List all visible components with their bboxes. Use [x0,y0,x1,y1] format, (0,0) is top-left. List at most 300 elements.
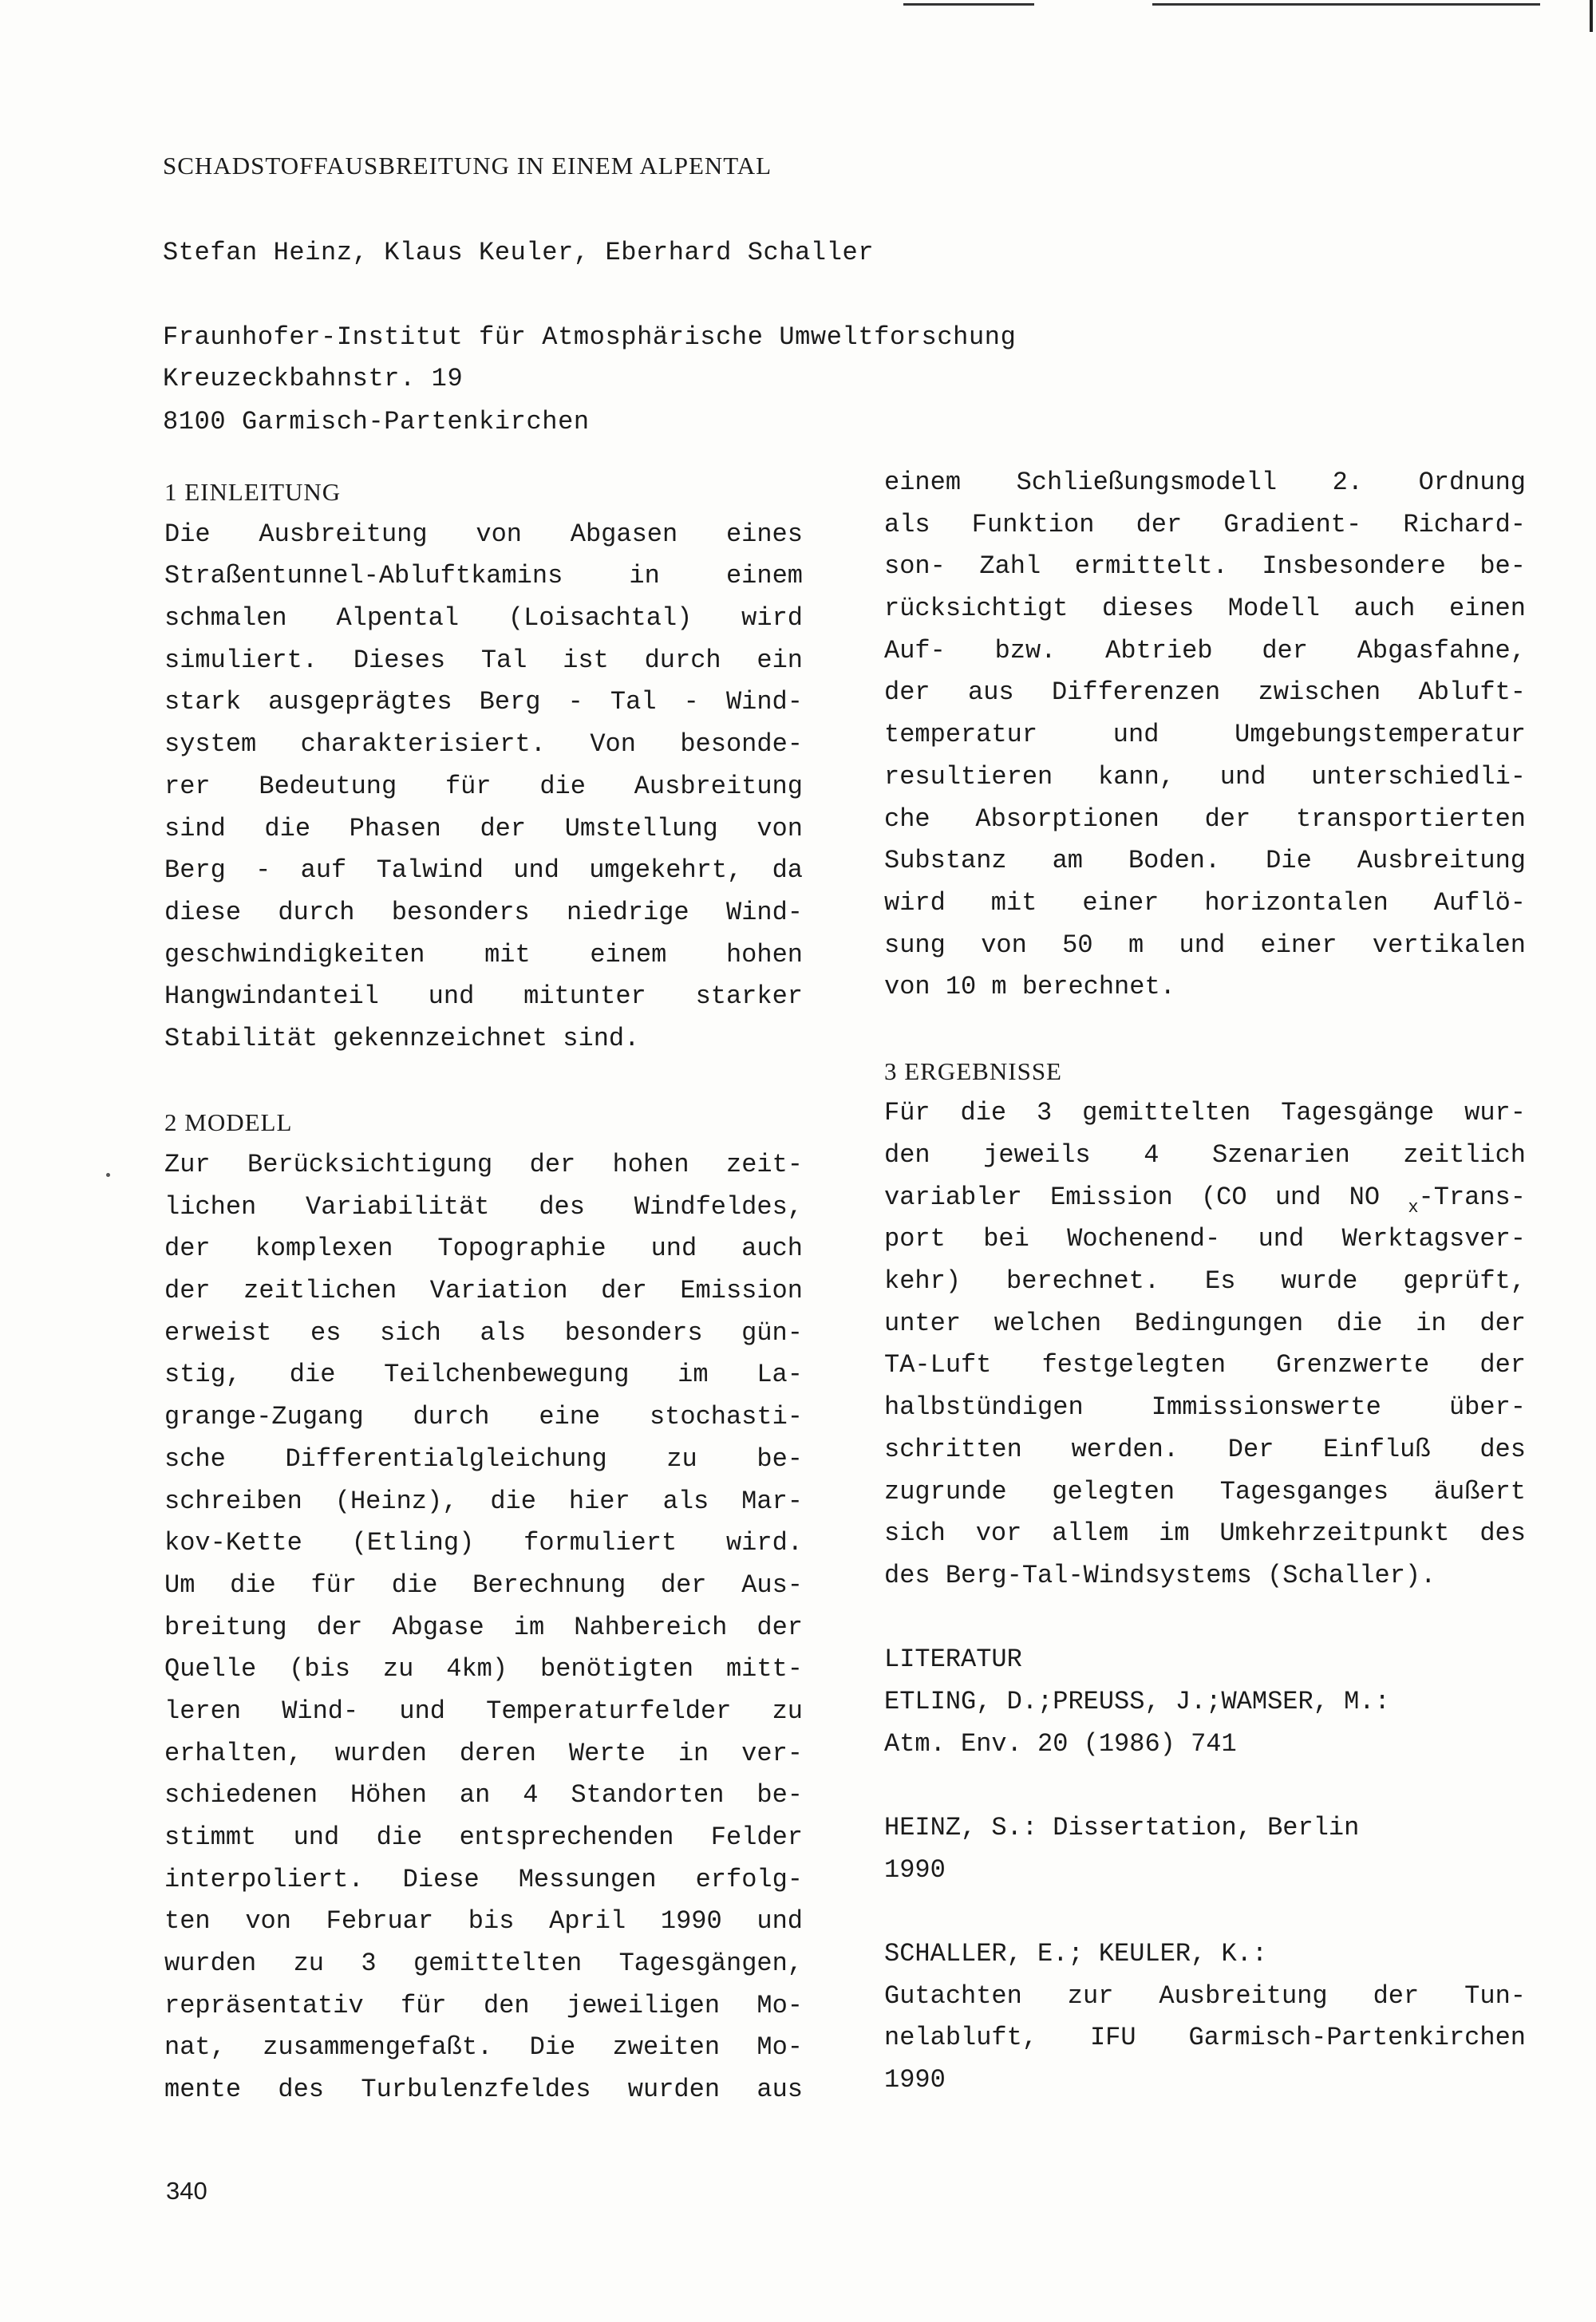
text-line [884,840,1526,883]
ergebnisse-line [884,1135,1526,1177]
word: und [1112,720,1159,750]
word: nelabluft, [884,2023,1038,2053]
word: diese [164,897,242,927]
word: der [164,1234,211,1264]
word: die [539,771,586,801]
section-heading-modell: 2 MODELL [164,1108,293,1137]
word: Messungen [518,1864,657,1894]
word: zur [1067,1980,1114,2011]
word: der [1262,635,1308,665]
word: - [255,855,271,886]
word: von [476,519,522,549]
top-rule-left [903,3,1034,6]
text-line [164,2027,803,2069]
word: der [660,1570,707,1600]
subscript-x: x [1408,1197,1419,1218]
word: Nahbereich [574,1612,728,1642]
text-line [164,598,803,640]
word: entsprechenden [459,1822,674,1852]
word: vertikalen [1372,930,1526,960]
word: repräsentativ [164,1990,364,2020]
affiliation-street: Kreuzeckbahnstr. 19 [163,364,464,393]
word: be- [1479,551,1526,582]
word: Garmisch-Partenkirchen [1188,2023,1526,2053]
word: Wochenend- [1067,1224,1221,1254]
text-line [884,925,1526,967]
word: zu [293,1949,324,1979]
word: festgelegten [1041,1350,1227,1380]
word: und [293,1822,340,1852]
text-line [884,1261,1526,1303]
word: erweist [164,1317,272,1348]
text-line: Stabilität gekennzeichnet sind. [164,1023,640,1053]
word: bei [983,1224,1029,1254]
word: Emission [680,1276,803,1306]
word: und [1258,1224,1305,1254]
word: schmalen [164,603,287,634]
word: Tagesganges [1219,1476,1389,1507]
text-line [884,714,1526,756]
word: Höhen [350,1780,427,1811]
word: Einfluß [1323,1434,1431,1464]
top-rule-right [1152,3,1540,6]
word: von [981,930,1027,960]
word: des [278,2075,324,2105]
word: der [601,1276,647,1306]
word: erhalten, [164,1738,302,1768]
right-column [884,462,1526,2102]
word: sich [884,1518,946,1549]
word: Funktion [971,509,1095,539]
word: äußert [1433,1476,1526,1507]
ergebnisse-line [884,1092,1526,1135]
word: ver- [741,1738,803,1768]
modell-body [164,1144,803,2111]
word: einen [1448,594,1526,624]
word: über- [1448,1392,1526,1423]
word: wird [884,887,946,918]
word: resultieren [884,761,1053,792]
word: hohen [612,1150,689,1179]
word: wird. [725,1528,803,1558]
word: gemittelten [1082,1098,1251,1128]
word: komplexen [255,1234,393,1264]
text-line [884,672,1526,714]
word: Mo- [757,2032,803,2063]
ergebnisse-body [884,1218,1526,1597]
word: interpoliert. [164,1864,364,1894]
word: variabler [884,1182,1022,1212]
word: und [1274,1182,1321,1212]
word: rer [164,771,211,801]
word: Substanz [884,846,1007,876]
word: bzw. [994,635,1057,665]
word: einem [590,939,667,969]
word: die [264,813,311,843]
text-line [164,1354,803,1396]
text-line [884,630,1526,673]
word: ausgeprägtes [268,687,452,717]
text-line [164,1522,803,1565]
word: breitung [164,1612,287,1642]
word: einem [725,561,803,591]
word: für [401,1990,447,2020]
word: Grenzwerte [1276,1350,1430,1380]
word: an [459,1780,491,1811]
word: dieses [1102,594,1195,624]
word: horizontalen [1204,887,1389,918]
text-line [164,850,803,892]
word: (Loisachtal) [508,603,693,634]
text-line [164,976,803,1018]
word: La- [757,1360,803,1390]
word: gün- [741,1317,803,1348]
word: Von [590,729,636,760]
word: die [289,1360,336,1390]
word: Tal [480,645,527,675]
text-line [164,1313,803,1355]
word: besonders [391,897,530,927]
word: (bis [289,1654,350,1684]
word: hohen [725,939,803,969]
word: im [678,1360,709,1390]
word: Die [1266,846,1312,876]
word: Wind- [725,687,803,717]
reference-etling-source: Atm. Env. 20 (1986) 741 [884,1728,1237,1759]
word: zwischen [1258,677,1381,708]
word: Mo- [757,1990,803,2020]
text-line [164,1439,803,1481]
word: der [884,677,930,708]
word: Berg [479,687,541,717]
word: durch [278,897,355,927]
word: Windfeldes, [634,1191,803,1222]
word: in [1416,1308,1447,1338]
word: Ausbreitung [634,771,803,801]
word: Straßentunnel-Abluftkamins [164,561,563,591]
word: Auflö- [1433,887,1526,918]
word: benötigten [540,1654,694,1684]
reference-schaller-authors: SCHALLER, E.; KEULER, K.: [884,1939,1268,1969]
word: lichen [164,1191,257,1222]
word: und [650,1234,697,1264]
text-line [164,766,803,808]
word: simuliert. [164,645,318,675]
text-line [164,1985,803,2028]
text-line [164,1733,803,1775]
word: allem [1052,1518,1129,1549]
text-line [884,462,1526,504]
word: Wind- [725,897,803,927]
word: des [1479,1434,1526,1464]
word: sche [164,1443,226,1474]
page-number: 340 [166,2177,207,2205]
word: Für [884,1098,930,1128]
word: besonders [564,1317,703,1348]
word: Mar- [741,1486,803,1516]
word: als [480,1317,527,1348]
word: auch [1353,594,1416,624]
word: den [484,1990,530,2020]
word: des [1479,1518,1526,1549]
word: Diese [402,1864,480,1894]
nox-with-subscript: $_x$-Trans- [1408,1182,1526,1218]
reference-etling-authors: ETLING, D.;PREUSS, J.;WAMSER, M.: [884,1686,1390,1716]
word: Bedingungen [1134,1308,1304,1338]
word: sich [380,1317,441,1348]
reference-schaller-title-cont [884,2017,1526,2059]
text-line [884,546,1526,588]
word: Berücksichtigung [247,1150,493,1179]
word: Variation [429,1276,568,1306]
word: der [316,1612,363,1642]
word: Abluft- [1418,677,1526,708]
word: gelegten [1052,1476,1175,1507]
text-line [884,504,1526,547]
word: Abgase [392,1612,484,1642]
paper-title: SCHADSTOFFAUSBREITUNG IN EINEM ALPENTAL [163,152,772,180]
word: kann, [1098,761,1175,792]
text-line [164,1607,803,1649]
word: mit [990,887,1037,918]
word: Turbulenzfeldes [361,2075,591,2105]
word: - [683,687,699,717]
text-line [884,588,1526,630]
word: geschwindigkeiten [164,939,425,969]
word: niedrige [566,897,689,927]
word: gemittelten [413,1949,583,1979]
section-heading-einleitung: 1 EINLEITUNG [164,478,342,506]
word: und [399,1696,445,1726]
word: aus [757,2075,803,2105]
text-line: von 10 m berechnet. [884,972,1175,1002]
word: Szenarien [1211,1140,1350,1170]
word: auf [300,855,347,886]
word: eine [539,1402,601,1432]
word: der [1204,804,1251,834]
word: und [757,1906,803,1937]
text-line [164,1817,803,1859]
text-line [884,1513,1526,1555]
scan-speck [106,1173,110,1177]
reference-schaller-year: 1990 [884,2065,946,2095]
word: stig, [164,1360,242,1390]
text-line [164,1187,803,1229]
word: Gutachten [884,1980,1022,2011]
word: durch [644,645,721,675]
scan-edge-mark [1590,0,1593,32]
word: einem [884,468,962,497]
left-column [164,472,803,2111]
word: formuliert [523,1528,678,1558]
reference-heinz-year: 1990 [884,1854,946,1885]
word: IFU [1089,2023,1136,2053]
word: ten [164,1906,211,1937]
word: Berechnung [472,1570,626,1600]
word: unter [884,1308,962,1338]
word: che [884,804,930,834]
word: Um [164,1570,196,1600]
text-line [164,1943,803,1985]
word: Phasen [349,813,441,843]
word: (Heinz), [334,1486,458,1516]
word: m [1128,930,1144,960]
word: die [960,1098,1007,1128]
word: Umstellung [564,813,718,843]
word: sung [884,930,946,960]
word: und [513,855,559,886]
word: vor [975,1518,1022,1549]
text-line [164,681,803,724]
word: leren [164,1696,242,1726]
word: unterschiedli- [1311,761,1526,792]
text-line [884,1303,1526,1345]
text-line: des Berg-Tal-Windsystems (Schaller). [884,1560,1436,1590]
word: wird [741,603,803,634]
word: Tagesgängen, [618,1949,803,1979]
word: ermittelt. [1074,551,1228,582]
text-line [884,1218,1526,1261]
word: für [444,771,492,801]
word: (CO [1200,1182,1247,1212]
word: (Etling) [351,1528,475,1558]
reference-heinz-title: HEINZ, S.: Dissertation, Berlin [884,1813,1360,1842]
word: Die [164,519,211,549]
word: Zur [164,1150,211,1179]
word: Berg [164,855,226,886]
word: zu [772,1696,803,1726]
text-line [164,1270,803,1313]
word: wurden [627,2075,721,2105]
word: Bedeutung [259,771,397,801]
text-line [164,2069,803,2111]
word: 1990 [660,1906,722,1937]
word: wurde [1281,1266,1358,1297]
word: 50 [1062,930,1093,960]
word: April [549,1906,626,1937]
word: im [513,1612,545,1642]
word: Es [1204,1266,1236,1297]
word: der [1479,1308,1526,1338]
text-line [884,883,1526,925]
word: werden. [1071,1434,1179,1464]
word: transportierten [1295,804,1526,834]
word: Standorten [571,1780,725,1811]
word: schiedenen [164,1780,318,1811]
word: Differentialgleichung [285,1443,607,1474]
word: temperatur [884,720,1038,750]
text-line [884,756,1526,799]
word: mente [164,2075,242,2105]
text-line [164,1859,803,1901]
text-line [164,1691,803,1733]
word: Modell [1227,594,1320,624]
word: Teilchenbewegung [384,1360,630,1390]
word: Talwind [376,855,484,886]
word: von [757,813,803,843]
word: Felder [710,1822,803,1852]
word: Topographie [437,1234,606,1264]
text-line [164,1649,803,1691]
word: Die [529,2032,576,2063]
word: deren [459,1738,536,1768]
word: Auf- [884,635,946,665]
text-line [164,1901,803,1943]
word: Tun- [1464,1980,1526,2011]
text-line [164,1228,803,1270]
word: 2. [1332,468,1363,497]
word: Absorptionen [975,804,1159,834]
word: zeitlich [1403,1140,1526,1170]
word: besonde- [680,729,803,760]
einleitung-body [164,514,803,1060]
word: Hangwindanteil [164,981,379,1012]
word: Ordnung [1418,468,1526,497]
word: einer [1082,887,1159,918]
word: Abgasen [570,519,678,549]
word: Gradient- [1223,509,1362,539]
word: jeweils [983,1140,1091,1170]
word: umgekehrt, [589,855,743,886]
word: stochasti- [649,1402,803,1432]
word: be- [757,1780,803,1811]
text-line [884,1471,1526,1514]
word: Emission [1050,1182,1173,1212]
affiliation-institute: Fraunhofer-Institut für Atmosphärische Umweltforschung [163,322,1017,352]
word: mit [484,939,531,969]
word: im [1159,1518,1190,1549]
word: die [391,1570,438,1600]
word: der [164,1276,211,1306]
word: bis [468,1906,515,1937]
paper-authors: Stefan Heinz, Klaus Keuler, Eberhard Schaller [163,238,875,267]
modell-body-continued [884,462,1526,1009]
text-line [164,514,803,556]
word: kehr) [884,1266,962,1297]
text-line [884,799,1526,841]
word: in [629,561,660,591]
reference-schaller-title [884,1976,1526,2018]
word: zu [666,1443,697,1474]
text-line [164,934,803,977]
word: die [376,1822,423,1852]
word: port [884,1224,946,1254]
word: Werte [568,1738,646,1768]
text-line [164,640,803,682]
text-line [164,808,803,851]
word: welchen [994,1308,1102,1338]
word: eines [725,519,803,549]
text-line [164,1775,803,1817]
word: Umgebungstemperatur [1235,720,1526,750]
text-line [884,1387,1526,1429]
word: 3 [1037,1098,1053,1128]
word: grange-Zugang [164,1402,364,1432]
word: der [757,1612,803,1642]
word: Richard- [1403,509,1526,539]
word: Ausbreitung [1357,846,1526,876]
word: als [662,1486,709,1516]
text-line [164,1396,803,1439]
word: der [480,813,527,843]
word: die [490,1486,536,1516]
word: system [164,729,257,760]
word: schreiben [164,1486,302,1516]
word: mitunter [523,981,646,1012]
word: Immissionswerte [1151,1392,1381,1423]
word: von [245,1906,291,1937]
word: Abgasfahne, [1357,635,1526,665]
